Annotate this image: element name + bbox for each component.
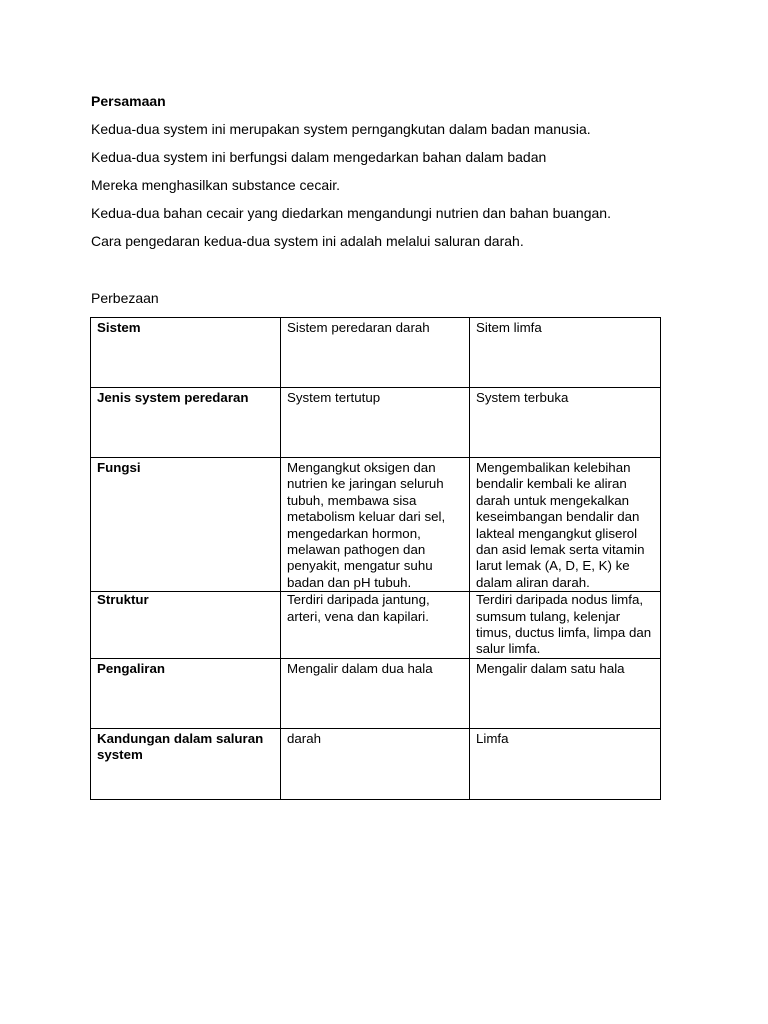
table-row	[91, 592, 661, 659]
lymph-system-cell: Mengembalikan kelebihan bendalir kembali ke aliran darah untuk mengekalkan keseimbangan bendalir dan lakteal mengangkut gliserol dan asid lemak serta vitamin larut lemak (A, D, E, K) ke dalam aliran darah.	[470, 458, 661, 592]
row-label: Sistem	[91, 318, 281, 388]
similarity-item: Kedua-dua bahan cecair yang diedarkan mengandungi nutrien dan bahan buangan.	[91, 205, 611, 221]
lymph-system-cell: Mengalir dalam satu hala	[470, 658, 661, 728]
row-label: Pengaliran	[91, 658, 281, 728]
table-row	[91, 458, 661, 592]
row-label: Kandungan dalam saluran system	[91, 728, 281, 799]
differences-heading: Perbezaan	[91, 290, 159, 306]
blood-system-cell: Sistem peredaran darah	[281, 318, 470, 388]
blood-system-cell: Mengangkut oksigen dan nutrien ke jaringan seluruh tubuh, membawa sisa metabolism keluar dari sel, mengedarkan hormon, melawan pathogen dan penyakit, mengatur suhu badan dan pH tubuh.	[281, 458, 470, 592]
row-label: Fungsi	[91, 458, 281, 592]
blood-system-cell: System tertutup	[281, 388, 470, 458]
table-row	[91, 728, 661, 799]
blood-system-cell: Mengalir dalam dua hala	[281, 658, 470, 728]
blood-system-cell: darah	[281, 728, 470, 799]
similarity-item: Mereka menghasilkan substance cecair.	[91, 177, 341, 193]
similarity-item: Cara pengedaran kedua-dua system ini adalah melalui saluran darah.	[91, 233, 524, 249]
lymph-system-cell: Limfa	[470, 728, 661, 799]
blood-system-cell: Terdiri daripada jantung, arteri, vena dan kapilari.	[281, 592, 470, 659]
row-label: Jenis system peredaran	[91, 388, 281, 458]
similarity-item: Kedua-dua system ini berfungsi dalam mengedarkan bahan dalam badan	[91, 149, 547, 165]
comparison-table	[90, 317, 661, 800]
similarities-heading: Persamaan	[91, 93, 166, 109]
table-row	[91, 658, 661, 728]
lymph-system-cell: Terdiri daripada nodus limfa, sumsum tulang, kelenjar timus, ductus limfa, limpa dan salur limfa.	[470, 592, 661, 659]
table-row	[91, 388, 661, 458]
similarity-item: Kedua-dua system ini merupakan system perngangkutan dalam badan manusia.	[91, 121, 591, 137]
row-label: Struktur	[91, 592, 281, 659]
lymph-system-cell: System terbuka	[470, 388, 661, 458]
table-row	[91, 318, 661, 388]
lymph-system-cell: Sitem limfa	[470, 318, 661, 388]
